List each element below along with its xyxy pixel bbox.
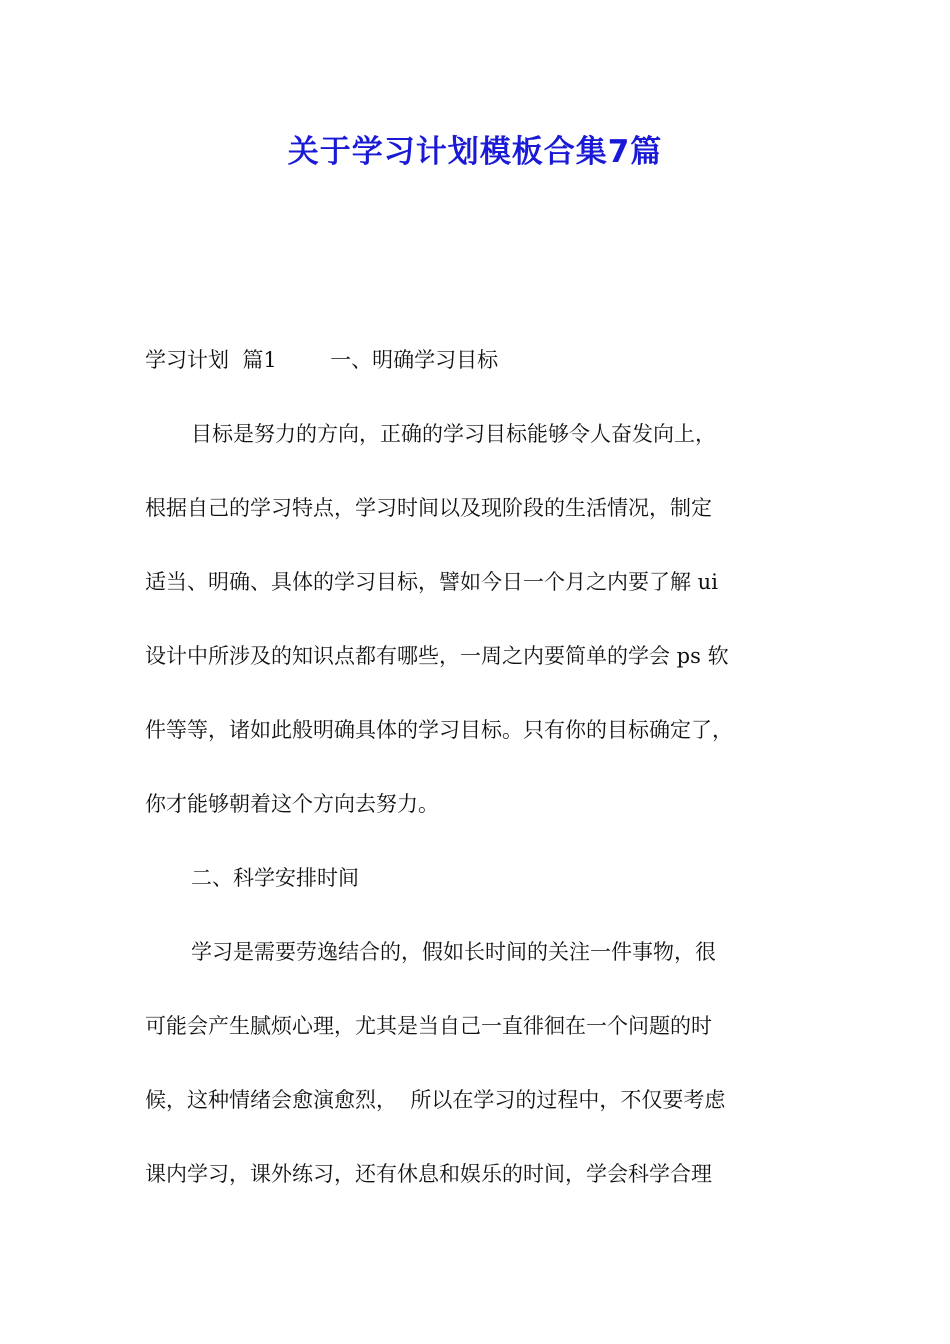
- body-line-1: 学习计划 篇1 一、明确学习目标: [145, 348, 499, 372]
- section-heading-2: 二、科学安排时间: [191, 866, 359, 890]
- body-line-10: 可能会产生腻烦心理，尤其是当自己一直徘徊在一个问题的时: [145, 1014, 712, 1038]
- body-line-7: 你才能够朝着这个方向去努力。: [145, 792, 439, 816]
- body-line-4: 适当、明确、具体的学习目标，譬如今日一个月之内要了解 ui: [145, 570, 718, 594]
- body-line-12: 课内学习，课外练习，还有休息和娱乐的时间，学会科学合理: [145, 1162, 712, 1186]
- body-line-2: 目标是努力的方向，正确的学习目标能够令人奋发向上，: [191, 422, 716, 446]
- document-title: 关于学习计划模板合集7篇: [287, 134, 663, 170]
- body-line-6: 件等等，诸如此般明确具体的学习目标。只有你的目标确定了，: [145, 718, 733, 742]
- body-line-11: 候，这种情绪会愈演愈烈， 所以在学习的过程中，不仅要考虑: [145, 1088, 726, 1112]
- document-body: [145, 336, 825, 1224]
- body-line-5: 设计中所涉及的知识点都有哪些，一周之内要简单的学会 ps 软: [145, 644, 729, 668]
- body-line-9: 学习是需要劳逸结合的，假如长时间的关注一件事物，很: [191, 940, 716, 964]
- body-line-3: 根据自己的学习特点，学习时间以及现阶段的生活情况，制定: [145, 496, 712, 520]
